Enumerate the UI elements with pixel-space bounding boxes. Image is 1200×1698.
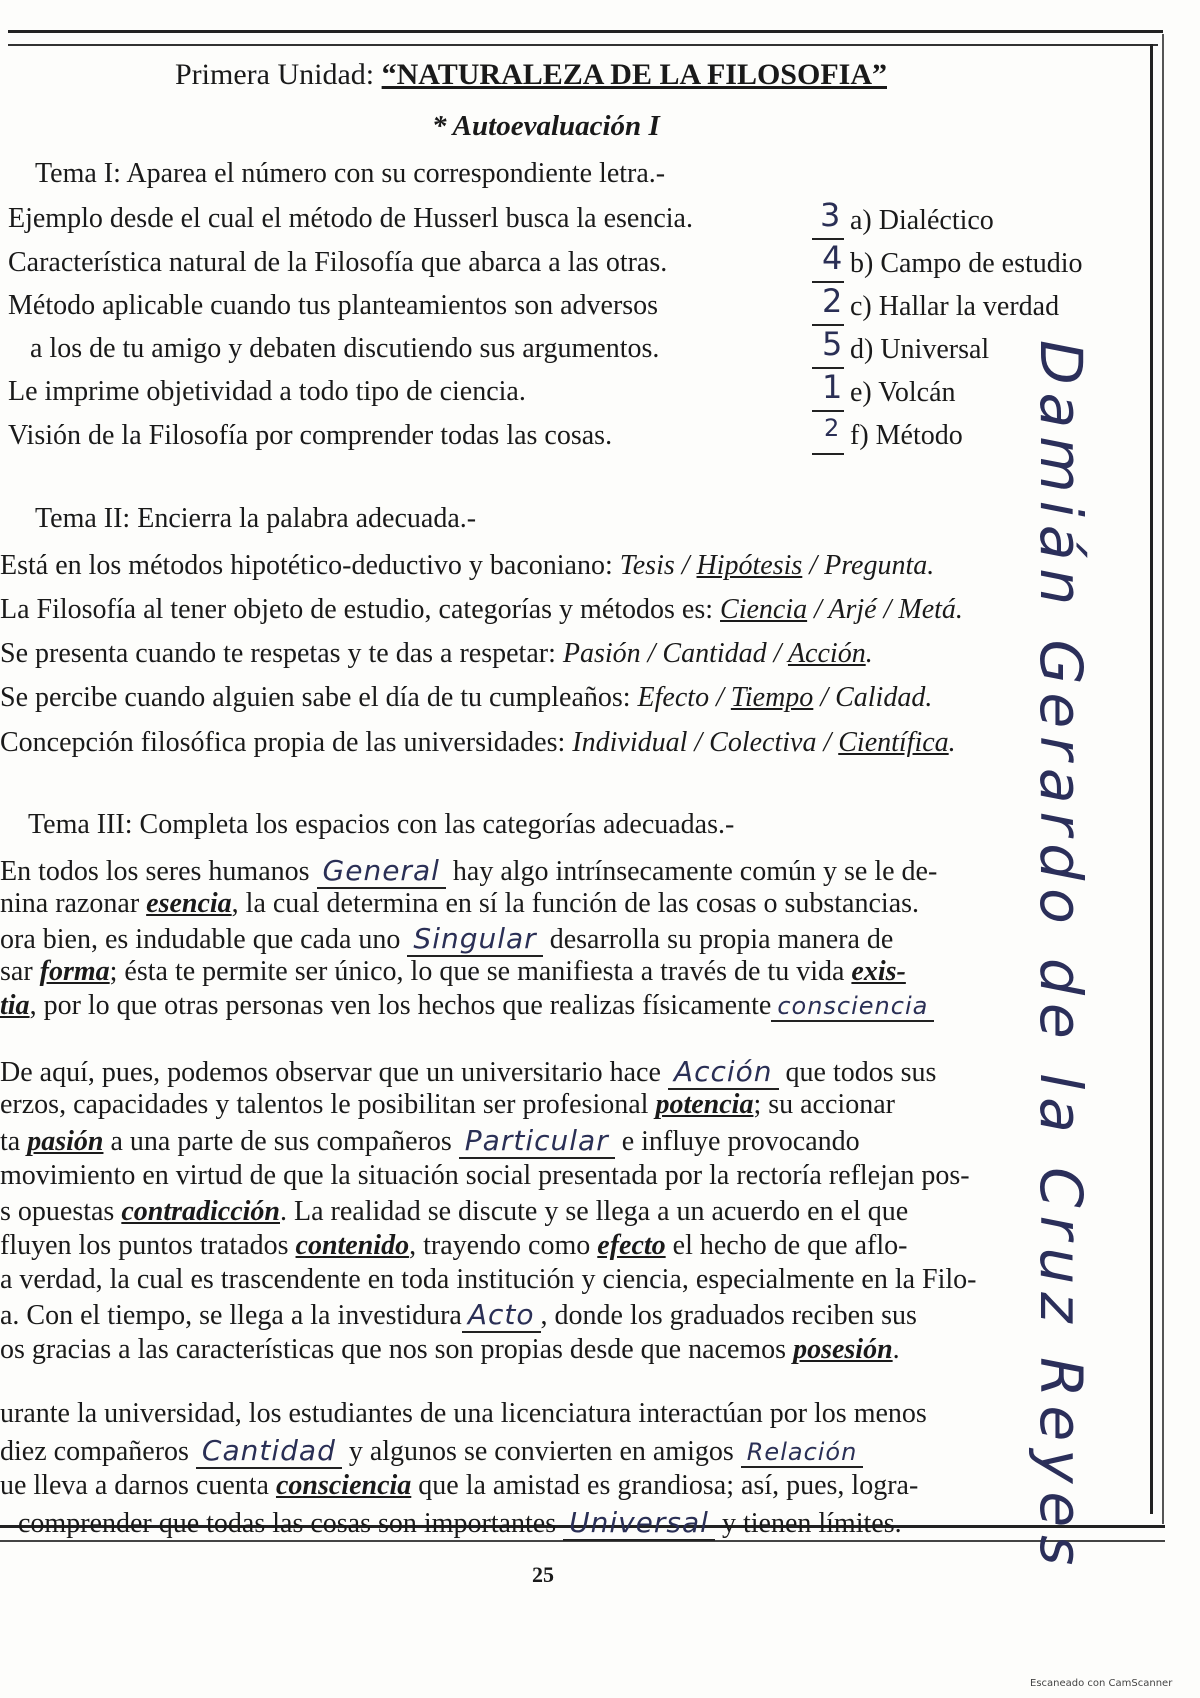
frame-right-line <box>1150 44 1153 1514</box>
tema3-p3-line-1: urante la universidad, los estudiantes de una licenciatura interactúan por los menos <box>0 1398 927 1429</box>
option-d: d) Universal <box>850 334 990 365</box>
tema3-p3-line-4: comprender que todas las cosas son importantes Universal y tienen límites. <box>18 1506 902 1539</box>
option-f: f) Método <box>850 420 963 451</box>
answer-blank-line-1 <box>812 238 844 240</box>
tema2-line-3: Se presenta cuando te respetas y te das a respetar: Pasión / Cantidad / Acción. <box>0 638 873 669</box>
fill-potencia[interactable]: potencia <box>655 1089 754 1120</box>
answer-number-6[interactable]: 2 <box>824 414 840 442</box>
tema1-item-4: Le imprime objetividad a todo tipo de ciencia. <box>8 376 526 407</box>
fill-contradiccion[interactable]: contradicción <box>121 1196 280 1227</box>
tema3-p2-line-4: movimiento en virtud de que la situación social presentada por la rectoría reflejan pos- <box>0 1160 970 1191</box>
fill-efecto[interactable]: efecto <box>597 1230 666 1261</box>
fill-forma[interactable]: forma <box>39 956 110 987</box>
fill-particular[interactable]: Particular <box>459 1124 615 1159</box>
fill-accion[interactable]: Acción <box>668 1055 779 1090</box>
fill-consciencia[interactable]: consciencia <box>771 992 934 1022</box>
fill-esencia[interactable]: esencia <box>146 888 232 919</box>
tema3-p1-line-3: ora bien, es indudable que cada uno Singular desarrolla su propia manera de <box>0 922 894 955</box>
tema3-p3-line-3: ue lleva a darnos cuenta consciencia que la amistad es grandiosa; así, pues, logra- <box>0 1470 919 1501</box>
tema3-p2-line-7: a verdad, la cual es trascendente en toda institución y ciencia, especialmente en la Filo- <box>0 1264 977 1295</box>
scanner-watermark: Escaneado con CamScanner <box>1030 1678 1173 1689</box>
option-c: c) Hallar la verdad <box>850 291 1060 322</box>
tema1-item-2: Característica natural de la Filosofía que abarca a las otras. <box>8 247 668 278</box>
tema2-line-4: Se percibe cuando alguien sabe el día de tu cumpleaños: Efecto / Tiempo / Calidad. <box>0 682 933 713</box>
tema1-item-5: Visión de la Filosofía por comprender todas las cosas. <box>8 420 613 451</box>
tema2-line-2: La Filosofía al tener objeto de estudio, categorías y métodos es: Ciencia / Arjé / Metá. <box>0 594 963 625</box>
fill-cantidad[interactable]: Cantidad <box>196 1434 342 1469</box>
tema3-p1-line-4: sar forma; ésta te permite ser único, lo que se manifiesta a través de tu vida exis- <box>0 956 906 987</box>
tema2-line-1: Está en los métodos hipotético-deductivo y baconiano: Tesis / Hipótesis / Pregunta. <box>0 550 935 581</box>
answer-blank-line-5 <box>812 410 844 412</box>
fill-existencia-part1[interactable]: exis- <box>851 956 906 987</box>
tema3-p2-line-5: s opuestas contradicción. La realidad se discute y se llega a un acuerdo en el que <box>0 1196 909 1227</box>
tema1-item-3-cont: a los de tu amigo y debaten discutiendo sus argumentos. <box>30 333 660 364</box>
fill-posesion[interactable]: posesión <box>793 1334 893 1365</box>
answer-blank-line-4 <box>812 367 844 369</box>
tema2-heading: Tema II: Encierra la palabra adecuada.- <box>35 503 477 534</box>
option-a: a) Dialéctico <box>850 205 994 236</box>
tema1-item-3: Método aplicable cuando tus planteamientos son adversos <box>8 290 659 321</box>
answer-number-5[interactable]: 1 <box>822 368 843 406</box>
selected-option-ciencia[interactable]: Ciencia <box>720 594 808 625</box>
tema3-p2-line-8: a. Con el tiempo, se llega a la investidura Acto , donde los graduados reciben sus <box>0 1298 917 1331</box>
frame-top-line <box>8 30 1163 33</box>
answer-number-3[interactable]: 2 <box>822 282 843 320</box>
fill-pasion[interactable]: pasión <box>27 1126 104 1157</box>
selected-option-hipotesis[interactable]: Hipótesis <box>696 550 803 581</box>
fill-existencia-part2[interactable]: tia <box>0 990 30 1021</box>
answer-blank-line-2 <box>812 281 844 283</box>
tema3-p2-line-3: ta pasión a una parte de sus compañeros Particular e influye provocando <box>0 1124 860 1157</box>
frame-right-line-outer <box>1162 34 1164 1524</box>
tema3-p1-line-1: En todos los seres humanos General hay algo intrínsecamente común y se le de- <box>0 854 938 887</box>
option-b: b) Campo de estudio <box>850 248 1083 279</box>
tema3-p1-line-2: nina razonar esencia, la cual determina en sí la función de las cosas o substancias. <box>0 888 920 919</box>
fill-acto[interactable]: Acto <box>462 1298 541 1333</box>
tema3-p2-line-9: os gracias a las características que nos son propias desde que nacemos posesión. <box>0 1334 900 1365</box>
title-prefix: Primera Unidad: <box>175 58 382 91</box>
tema3-p3-line-2: diez compañeros Cantidad y algunos se convierten en amigos Relación <box>0 1434 863 1468</box>
fill-consciencia-typed[interactable]: consciencia <box>275 1470 412 1501</box>
handwritten-student-name: Damián Gerardo de la Cruz Reyes <box>1027 340 1095 1574</box>
selected-option-accion[interactable]: Acción <box>787 638 866 669</box>
selected-option-cientifica[interactable]: Científica <box>838 727 949 758</box>
answer-number-4[interactable]: 5 <box>822 325 843 363</box>
fill-singular[interactable]: Singular <box>407 922 542 957</box>
fill-universal[interactable]: Universal <box>563 1506 715 1541</box>
answer-number-1[interactable]: 3 <box>820 196 841 234</box>
tema3-p2-line-6: fluyen los puntos tratados contenido, trayendo como efecto el hecho de que aflo- <box>0 1230 908 1261</box>
answer-blank-line-3 <box>812 324 844 326</box>
fill-general[interactable]: General <box>317 854 446 889</box>
frame-top-line-inner <box>8 44 1158 46</box>
tema3-heading: Tema III: Completa los espacios con las categorías adecuadas.- <box>28 809 735 840</box>
tema1-heading: Tema I: Aparea el número con su correspondiente letra.- <box>35 158 666 189</box>
answer-blank-line-6 <box>812 453 844 455</box>
fill-relacion[interactable]: Relación <box>741 1438 864 1468</box>
page-number: 25 <box>532 1562 554 1587</box>
fill-contenido[interactable]: contenido <box>295 1230 410 1261</box>
tema2-line-5: Concepción filosófica propia de las universidades: Individual / Colectiva / Científica. <box>0 727 956 758</box>
title-main: “NATURALEZA DE LA FILOSOFIA” <box>381 58 887 91</box>
selected-option-tiempo[interactable]: Tiempo <box>730 682 814 713</box>
tema1-item-1: Ejemplo desde el cual el método de Husserl busca la esencia. <box>8 203 693 234</box>
answer-number-2[interactable]: 4 <box>822 239 843 277</box>
tema3-p2-line-1: De aquí, pues, podemos observar que un universitario hace Acción que todos sus <box>0 1055 937 1088</box>
page-subtitle: * Autoevaluación I <box>432 110 660 142</box>
tema3-p2-line-2: erzos, capacidades y talentos le posibilitan ser profesional potencia; su accionar <box>0 1089 895 1120</box>
page-title <box>175 58 887 92</box>
tema3-p1-line-5: tia, por lo que otras personas ven los hechos que realizas físicamente consciencia <box>0 990 934 1022</box>
option-e: e) Volcán <box>850 377 956 408</box>
